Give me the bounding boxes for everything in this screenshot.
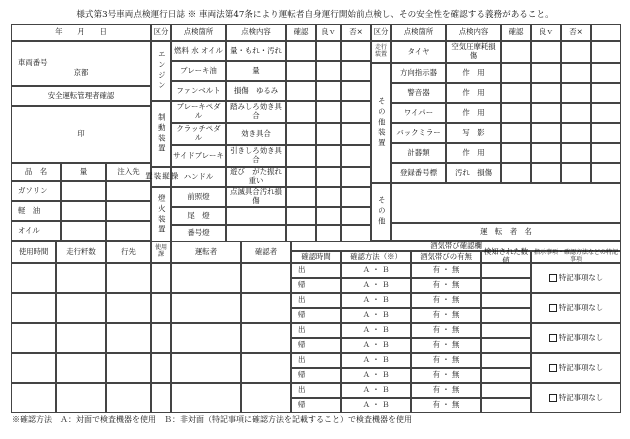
alc-value-input[interactable] — [481, 323, 531, 338]
confirm-cell[interactable] — [531, 143, 561, 163]
log-time-input[interactable] — [11, 263, 56, 293]
log-driver-input[interactable] — [171, 293, 241, 323]
fuel-col-header: 注入先 — [106, 163, 151, 181]
alc-yesno[interactable]: 有 ・ 無 — [411, 338, 481, 353]
alc-method[interactable]: Ａ ・ Ｂ — [341, 368, 411, 383]
alc-method[interactable]: Ａ ・ Ｂ — [341, 323, 411, 338]
right-header-4: 良ｖ — [531, 24, 561, 41]
check-point: タイヤ — [391, 41, 446, 63]
confirm-cell[interactable] — [531, 83, 561, 103]
alc-method[interactable]: Ａ ・ Ｂ — [341, 308, 411, 323]
alc-col-2: 酒気帯びの有無 — [411, 251, 481, 263]
special-checkbox[interactable] — [549, 304, 557, 312]
log-dept-input[interactable] — [151, 263, 171, 293]
check-point: 番号燈 — [171, 225, 226, 242]
bad-cell[interactable] — [341, 101, 371, 123]
inspection-log-sheet — [11, 24, 621, 408]
confirm-cell[interactable] — [591, 103, 621, 123]
log-dept-input[interactable] — [151, 293, 171, 323]
confirm-cell[interactable] — [286, 167, 316, 187]
confirm-cell[interactable] — [501, 83, 531, 103]
bad-cell[interactable] — [341, 207, 371, 225]
special-label: 特記事項なし — [558, 302, 604, 312]
manager-label: 安全運転管理者確認 — [11, 86, 151, 106]
alc-time-out: 出 — [291, 383, 341, 398]
check-content: 効き具合 — [226, 123, 286, 145]
check-point: 燃料 水 オイル — [171, 41, 226, 61]
alc-value-input[interactable] — [481, 338, 531, 353]
confirm-cell[interactable] — [501, 41, 531, 63]
confirm-cell[interactable] — [501, 143, 531, 163]
alc-col-0: 確認時間 — [291, 251, 341, 263]
fuel-row-1: 軽 油 — [11, 201, 61, 221]
check-point: ブレーキ油 — [171, 61, 226, 81]
log-km-input[interactable] — [56, 353, 106, 383]
confirm-cell[interactable] — [286, 187, 316, 207]
alc-yesno[interactable]: 有 ・ 無 — [411, 263, 481, 278]
check-content: 量 — [226, 61, 286, 81]
check-content: 作 用 — [446, 103, 501, 123]
bad-cell[interactable] — [341, 41, 371, 61]
left-header-5: 否× — [341, 24, 371, 41]
log-dest-input[interactable] — [106, 323, 151, 353]
check-content: 作 用 — [446, 83, 501, 103]
alc-time-ret: 帰 — [291, 308, 341, 323]
confirm-cell[interactable] — [561, 41, 591, 63]
confirm-cell[interactable] — [501, 103, 531, 123]
alc-value-input[interactable] — [481, 353, 531, 368]
check-point: ブレーキペダル — [171, 101, 226, 123]
check-content: 作 用 — [446, 63, 501, 83]
log-col-1: 走行粁数 — [56, 241, 106, 263]
check-point: ハンドル — [171, 167, 226, 187]
confirm-cell[interactable] — [501, 63, 531, 83]
confirm-cell[interactable] — [286, 81, 316, 101]
alc-method[interactable]: Ａ ・ Ｂ — [341, 278, 411, 293]
fuel-dest-input[interactable] — [106, 201, 151, 221]
alc-value-input[interactable] — [481, 308, 531, 323]
fuel-qty-input[interactable] — [61, 201, 106, 221]
log-checker-input[interactable] — [241, 263, 291, 293]
alc-col-3: 検知された数値 — [481, 251, 531, 263]
confirm-cell[interactable] — [286, 145, 316, 167]
confirm-cell[interactable] — [286, 41, 316, 61]
special-label: 特記事項なし — [558, 332, 604, 342]
check-point: サイドブレーキ — [171, 145, 226, 167]
right-header-2: 点検内容 — [446, 24, 501, 41]
log-time-input[interactable] — [11, 383, 56, 413]
confirm-cell[interactable] — [561, 143, 591, 163]
confirm-cell[interactable] — [561, 103, 591, 123]
special-note[interactable] — [531, 293, 621, 323]
bad-cell[interactable] — [341, 167, 371, 187]
log-checker-input[interactable] — [241, 323, 291, 353]
confirm-cell[interactable] — [286, 61, 316, 81]
log-dept-input[interactable] — [151, 353, 171, 383]
alc-method[interactable]: Ａ ・ Ｂ — [341, 338, 411, 353]
bad-cell[interactable] — [341, 61, 371, 81]
confirm-cell[interactable] — [561, 63, 591, 83]
bad-cell[interactable] — [341, 187, 371, 207]
alc-time-ret: 帰 — [291, 368, 341, 383]
left-header-0: 区分 — [151, 24, 171, 41]
alc-value-input[interactable] — [481, 383, 531, 398]
log-dest-input[interactable] — [106, 293, 151, 323]
left-header-2: 点検内容 — [226, 24, 286, 41]
log-dest-input[interactable] — [106, 383, 151, 413]
check-content: 写 影 — [446, 123, 501, 143]
fuel-row-0: ガソリン — [11, 181, 61, 201]
area-cell: 京都 — [73, 68, 89, 78]
check-point: 方向指示器 — [391, 63, 446, 83]
good-cell[interactable] — [316, 225, 341, 242]
check-content — [226, 207, 286, 225]
check-point: 尾 燈 — [171, 207, 226, 225]
right-header-3: 確認 — [501, 24, 531, 41]
alc-yesno[interactable]: 有 ・ 無 — [411, 278, 481, 293]
confirm-cell[interactable] — [531, 163, 561, 183]
alc-method[interactable]: Ａ ・ Ｂ — [341, 263, 411, 278]
log-col-4: 運転者 — [171, 241, 241, 263]
confirm-cell[interactable] — [591, 143, 621, 163]
confirm-cell[interactable] — [531, 41, 561, 63]
fuel-col-header: 品 名 — [11, 163, 61, 181]
log-col-3: 使用課 — [151, 241, 171, 263]
special-note[interactable] — [531, 383, 621, 413]
alc-method[interactable]: Ａ ・ Ｂ — [341, 398, 411, 413]
check-content: 点滅具合汚れ損傷 — [226, 187, 286, 207]
check-point: 前照燈 — [171, 187, 226, 207]
check-content: 汚れ 損傷 — [446, 163, 501, 183]
form-title: 様式第3号車両点検運行日誌 ※ 車両法第47条により運転者自身運行開始前点検し、その安全性を確認する義務があること。 — [76, 10, 554, 20]
special-note[interactable] — [531, 323, 621, 353]
left-header-4: 良ｖ — [316, 24, 341, 41]
alc-value-input[interactable] — [481, 293, 531, 308]
log-km-input[interactable] — [56, 383, 106, 413]
confirm-cell[interactable] — [591, 163, 621, 183]
alc-time-ret: 帰 — [291, 398, 341, 413]
confirm-cell[interactable] — [531, 123, 561, 143]
log-driver-input[interactable] — [171, 263, 241, 293]
special-checkbox[interactable] — [549, 364, 557, 372]
special-label: 特記事項なし — [558, 392, 604, 402]
log-col-5: 確認者 — [241, 241, 291, 263]
alc-time-ret: 帰 — [291, 278, 341, 293]
log-dept-input[interactable] — [151, 383, 171, 413]
vehicle-no-label: 車両番号 — [11, 41, 151, 86]
good-cell[interactable] — [316, 101, 341, 123]
fuel-qty-input[interactable] — [61, 221, 106, 241]
check-point: ファンベルト — [171, 81, 226, 101]
alc-value-input[interactable] — [481, 263, 531, 278]
special-note[interactable] — [531, 353, 621, 383]
log-checker-input[interactable] — [241, 353, 291, 383]
good-cell[interactable] — [316, 187, 341, 207]
check-content: 量・もれ・汚れ — [226, 41, 286, 61]
group-running: 走行装置 — [371, 41, 391, 63]
alc-yesno[interactable]: 有 ・ 無 — [411, 293, 481, 308]
group-misc: その他 — [371, 183, 391, 241]
confirm-cell[interactable] — [561, 123, 591, 143]
check-content: 遊び がた振れ 重い — [226, 167, 286, 187]
alc-col-4: 指示事項・確認方法などの特記事項 — [531, 251, 621, 263]
alc-method[interactable]: Ａ ・ Ｂ — [341, 353, 411, 368]
check-point: 計器類 — [391, 143, 446, 163]
alc-time-ret: 帰 — [291, 338, 341, 353]
alc-time-out: 出 — [291, 353, 341, 368]
check-point: 登録番号標 — [391, 163, 446, 183]
confirm-cell[interactable] — [591, 123, 621, 143]
confirm-cell[interactable] — [591, 41, 621, 63]
alc-yesno[interactable]: 有 ・ 無 — [411, 353, 481, 368]
check-point: 警音器 — [391, 83, 446, 103]
confirm-cell[interactable] — [591, 83, 621, 103]
special-note[interactable] — [531, 263, 621, 293]
log-km-input[interactable] — [56, 293, 106, 323]
alc-yesno[interactable]: 有 ・ 無 — [411, 398, 481, 413]
fuel-dest-input[interactable] — [106, 221, 151, 241]
check-content — [226, 225, 286, 242]
log-driver-input[interactable] — [171, 383, 241, 413]
group-other: その他装置 — [371, 63, 391, 183]
group-label-2: 操縦装置 — [151, 167, 171, 187]
log-col-0: 使用時間 — [11, 241, 56, 263]
log-dept-input[interactable] — [151, 323, 171, 353]
check-content: 空気圧摩耗損傷 — [446, 41, 501, 63]
log-km-input[interactable] — [56, 263, 106, 293]
alcohol-title: 酒気帯び確認欄 — [291, 241, 621, 251]
footnote: ※確認方法 Ａ：対面で検査機器を使用 Ｂ：非対面（特記事項に確認方法を記載すること）で検査機器を使用 — [12, 415, 412, 424]
date-cell: 年 月 日 — [11, 24, 151, 41]
confirm-cell[interactable] — [286, 225, 316, 242]
check-content: 引きしろ効き具合 — [226, 145, 286, 167]
confirm-cell[interactable] — [591, 63, 621, 83]
seal-cell[interactable]: 印 — [11, 106, 151, 163]
alc-yesno[interactable]: 有 ・ 無 — [411, 383, 481, 398]
good-cell[interactable] — [316, 81, 341, 101]
good-cell[interactable] — [316, 61, 341, 81]
alc-time-out: 出 — [291, 323, 341, 338]
alc-value-input[interactable] — [481, 278, 531, 293]
alc-method[interactable]: Ａ ・ Ｂ — [341, 293, 411, 308]
check-content: 作 用 — [446, 143, 501, 163]
confirm-cell[interactable] — [286, 207, 316, 225]
bad-cell[interactable] — [341, 225, 371, 242]
bad-cell[interactable] — [341, 81, 371, 101]
alc-col-1: 確認方法（※） — [341, 251, 411, 263]
confirm-cell[interactable] — [561, 163, 591, 183]
confirm-cell[interactable] — [531, 103, 561, 123]
right-header-1: 点検箇所 — [391, 24, 446, 41]
log-time-input[interactable] — [11, 353, 56, 383]
bad-cell[interactable] — [341, 123, 371, 145]
fuel-col-header: 量 — [61, 163, 106, 181]
check-content: 踏みしろ効き具合 — [226, 101, 286, 123]
alc-yesno[interactable]: 有 ・ 無 — [411, 323, 481, 338]
confirm-cell[interactable] — [501, 123, 531, 143]
check-point: ワイパー — [391, 103, 446, 123]
right-header-5: 否× — [561, 24, 591, 41]
alc-yesno[interactable]: 有 ・ 無 — [411, 368, 481, 383]
group-label-1: 制動装置 — [151, 101, 171, 167]
misc-blank[interactable] — [391, 183, 621, 223]
special-checkbox[interactable] — [549, 394, 557, 402]
log-dest-input[interactable] — [106, 353, 151, 383]
check-point: クラッチペダル — [171, 123, 226, 145]
confirm-cell[interactable] — [286, 101, 316, 123]
right-header-0: 区分 — [371, 24, 391, 41]
right-header-blank — [591, 24, 621, 41]
log-time-input[interactable] — [11, 293, 56, 323]
fuel-row-2: オイル — [11, 221, 61, 241]
alc-value-input[interactable] — [481, 398, 531, 413]
confirm-cell[interactable] — [531, 63, 561, 83]
log-driver-input[interactable] — [171, 323, 241, 353]
alc-time-out: 出 — [291, 263, 341, 278]
fuel-qty-input[interactable] — [61, 181, 106, 201]
log-checker-input[interactable] — [241, 293, 291, 323]
left-header-3: 確認 — [286, 24, 316, 41]
good-cell[interactable] — [316, 145, 341, 167]
group-label-3: 燈火装置 — [151, 187, 171, 242]
special-label: 特記事項なし — [558, 362, 604, 372]
log-time-input[interactable] — [11, 323, 56, 353]
good-cell[interactable] — [316, 123, 341, 145]
log-col-2: 行先 — [106, 241, 151, 263]
log-dest-input[interactable] — [106, 263, 151, 293]
alc-time-out: 出 — [291, 293, 341, 308]
log-driver-input[interactable] — [171, 353, 241, 383]
confirm-cell[interactable] — [501, 163, 531, 183]
good-cell[interactable] — [316, 207, 341, 225]
group-label-0: エンジン — [151, 41, 171, 101]
good-cell[interactable] — [316, 41, 341, 61]
confirm-cell[interactable] — [286, 123, 316, 145]
bad-cell[interactable] — [341, 145, 371, 167]
log-km-input[interactable] — [56, 323, 106, 353]
check-content: 損傷 ゆるみ — [226, 81, 286, 101]
special-checkbox[interactable] — [549, 334, 557, 342]
special-checkbox[interactable] — [549, 274, 557, 282]
left-header-1: 点検箇所 — [171, 24, 226, 41]
check-point: バックミラー — [391, 123, 446, 143]
alc-value-input[interactable] — [481, 368, 531, 383]
alc-yesno[interactable]: 有 ・ 無 — [411, 308, 481, 323]
alc-method[interactable]: Ａ ・ Ｂ — [341, 383, 411, 398]
log-checker-input[interactable] — [241, 383, 291, 413]
good-cell[interactable] — [316, 167, 341, 187]
confirm-cell[interactable] — [561, 83, 591, 103]
special-label: 特記事項なし — [558, 272, 604, 282]
driver-name-label: 運 転 者 名 — [391, 223, 621, 241]
